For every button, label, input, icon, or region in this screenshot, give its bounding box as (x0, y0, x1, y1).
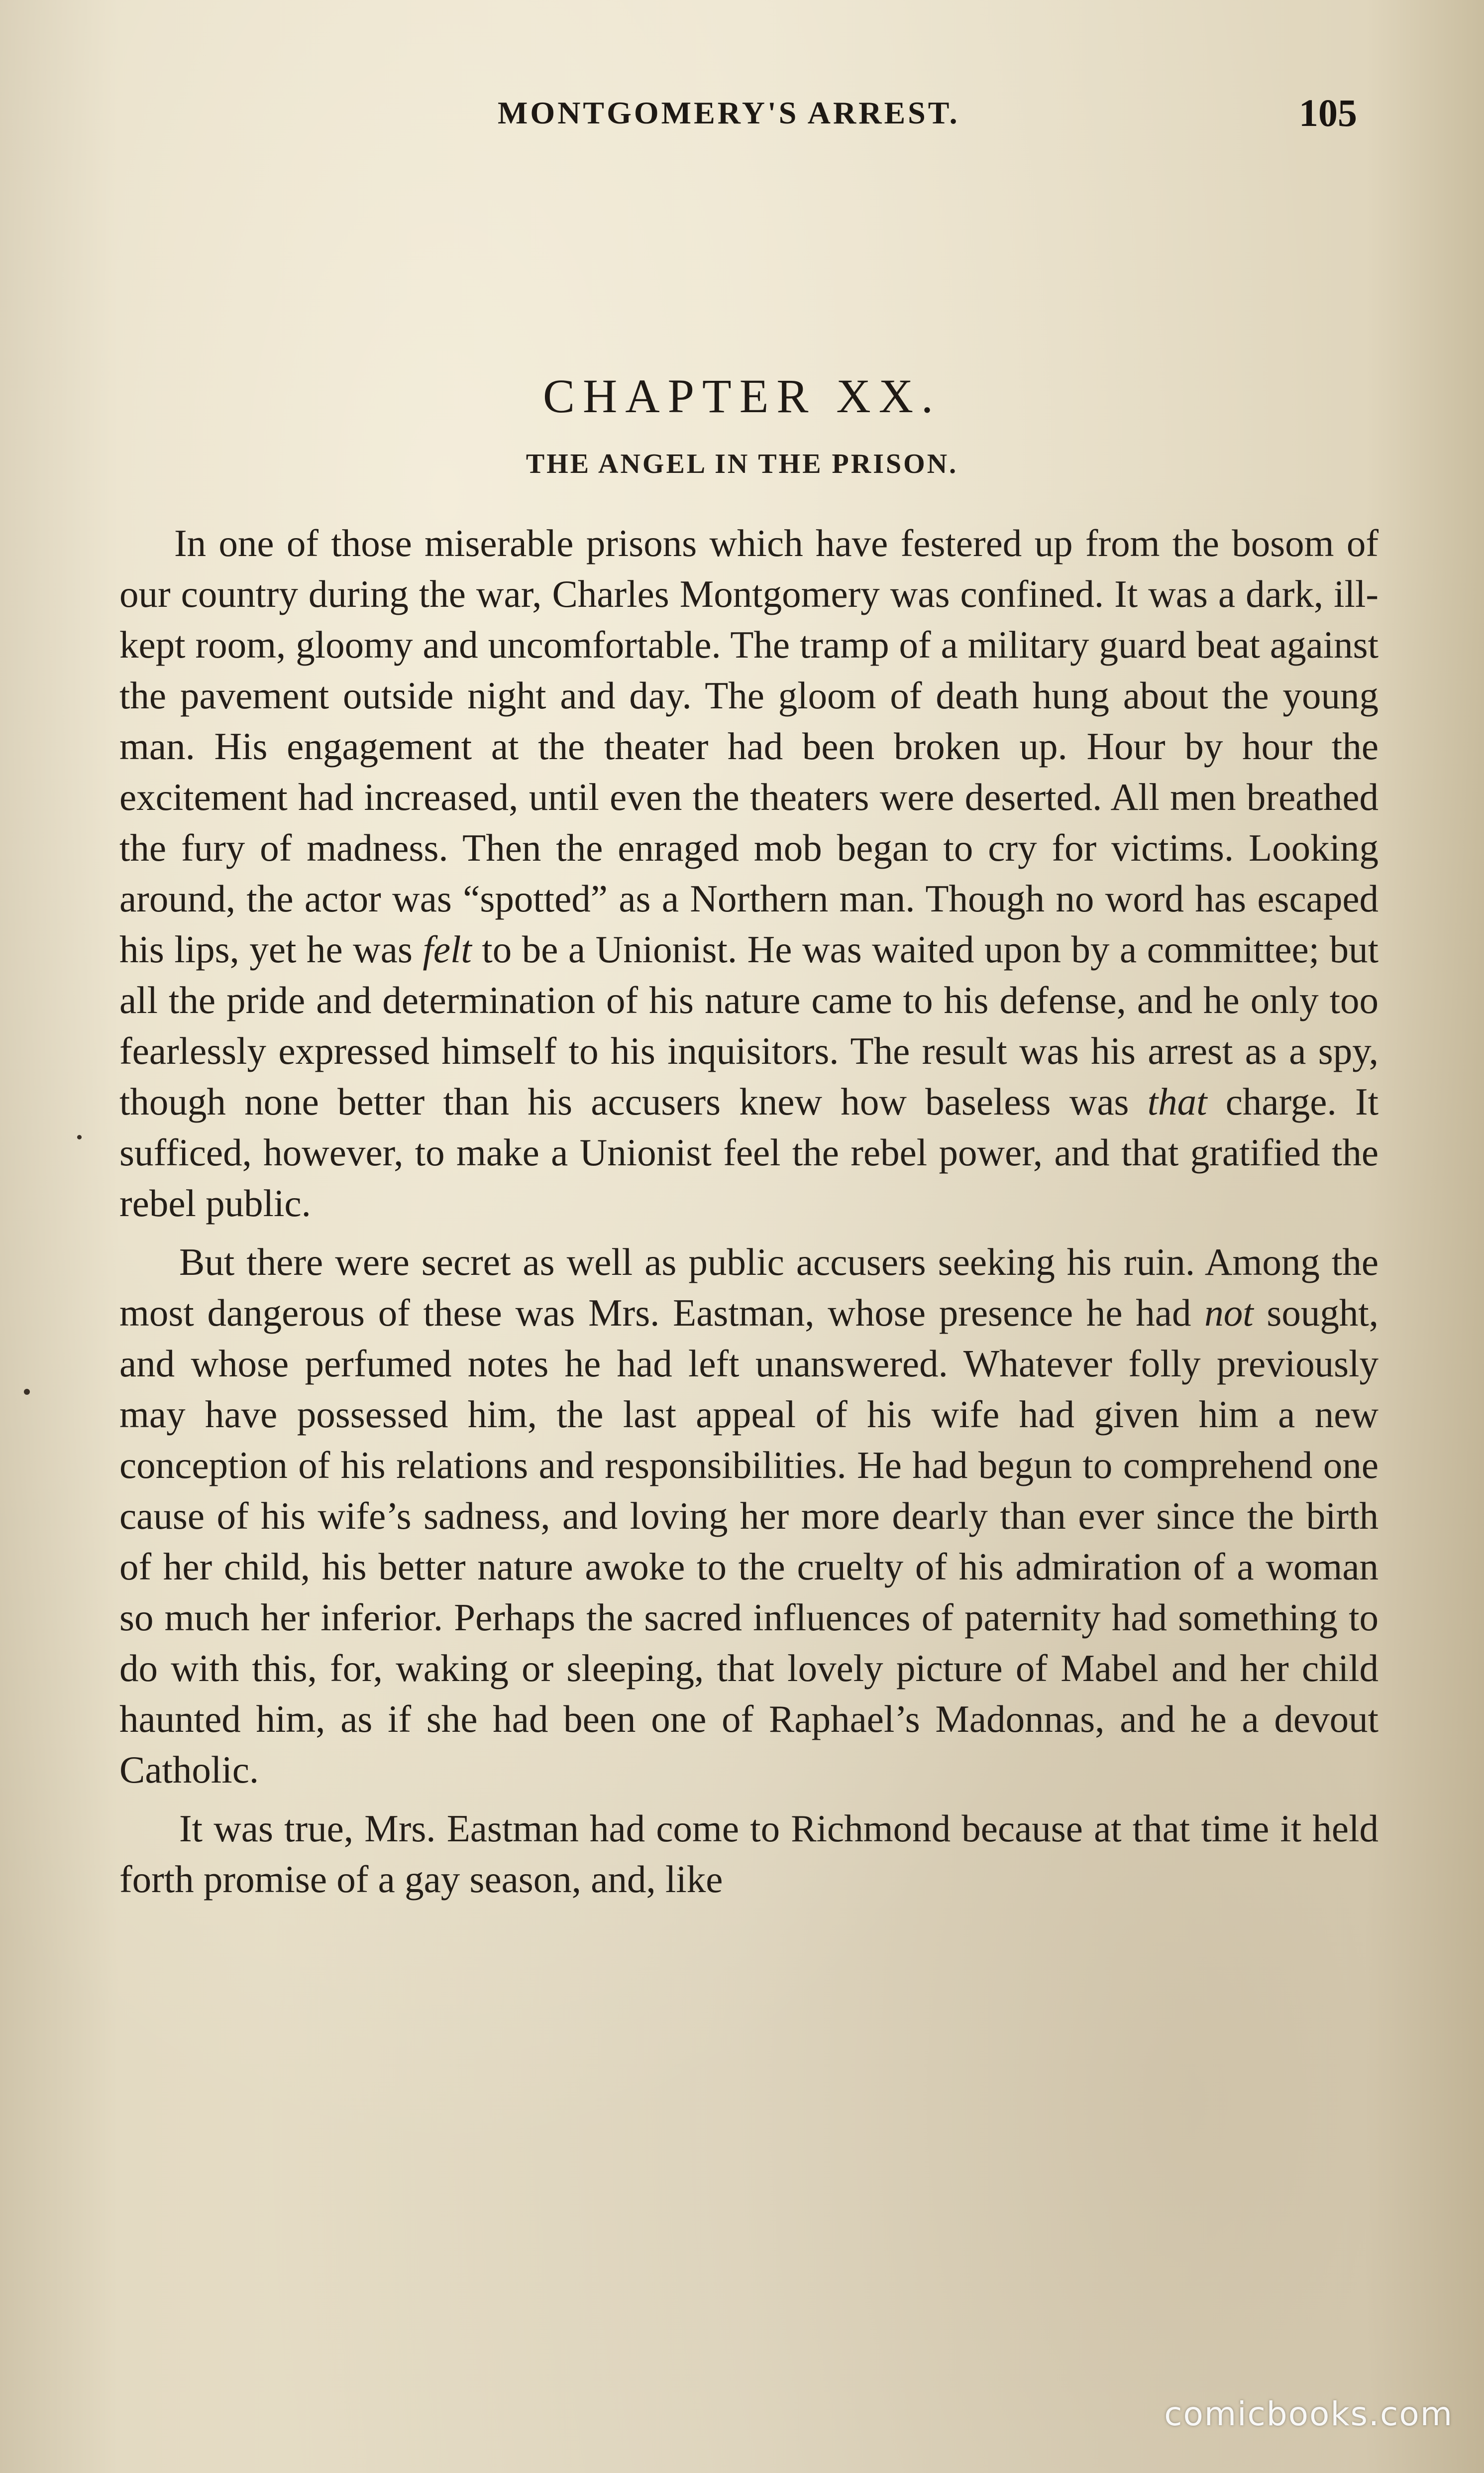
paragraph-1-mid: to be a Unionist. He was waited upon by a committee; but all the pride and determination of his nature came to his defense, and he only too fearlessly expressed himself to his inquisitors. The result was his arrest as a spy, though none better than his accusers knew how baseless was (119, 928, 1379, 1123)
paragraph-2-tail: sought, and whose perfumed notes he had left unanswered. Whatever folly previously may have possessed him, the last appeal of his wife had given him a new conception of his relations and responsibilities. He had begun to comprehend one cause of his wife’s sadness, and loving her more dearly than ever since the birth of her child, his better nature awoke to the cruelty of his admiration of a woman so much her inferior. Perhaps the sacred influences of paternity had something to do with this, for, waking or sleeping, that lovely picture of Mabel and her child haunted him, as if she had been one of Raphael’s Madonnas, and he a devout Catholic. (119, 1291, 1379, 1791)
emphasis-that: that (1147, 1080, 1207, 1123)
emphasis-felt: felt (423, 928, 472, 971)
chapter-title: CHAPTER XX. (542, 369, 942, 423)
watermark-text: comicbooks.com (1164, 2395, 1453, 2433)
paragraph-2-lead: But there were secret as well as public accusers seeking his ruin. Among the most dangerous of these was Mrs. Eastman, whose presence he had (119, 1240, 1378, 1334)
running-head-title: MONTGOMERY'S ARREST. (498, 95, 960, 130)
paragraph-1 (119, 518, 1378, 1229)
page-number: 105 (1299, 91, 1357, 134)
paragraph-1-tail: charge. It sufficed, however, to make a Unionist feel the rebel power, and that gratified the rebel public. (119, 1080, 1378, 1225)
emphasis-not: not (1204, 1291, 1254, 1334)
paragraph-3: It was true, Mrs. Eastman had come to Richmond because at that time it held forth promise of a gay season, and, like (119, 1807, 1378, 1901)
ink-speck (77, 1135, 82, 1139)
running-head (0, 91, 1484, 149)
chapter-subtitle: THE ANGEL IN THE PRISON. (526, 449, 958, 479)
paragraph-1-lead: In one of those miserable prisons which have festered up from the bosom of our country during the war, Charles Montgomery was confined. It was a dark, ill-kept room, gloomy and uncomfortable. The tramp of a military guard beat against the pavement outside night and day. The gloom of death hung about the young man. His engagement at the theater had been broken up. Hour by hour the excitement had increased, until even the theaters were deserted. All men breathed the fury of madness. Then the enraged mob began to cry for victims. Looking around, the actor was “spotted” as a Northern man. Though no word has escaped his lips, yet he was (119, 522, 1378, 971)
body-text (119, 518, 1378, 1905)
ink-speck (24, 1389, 30, 1395)
paragraph-2 (119, 1236, 1378, 1795)
